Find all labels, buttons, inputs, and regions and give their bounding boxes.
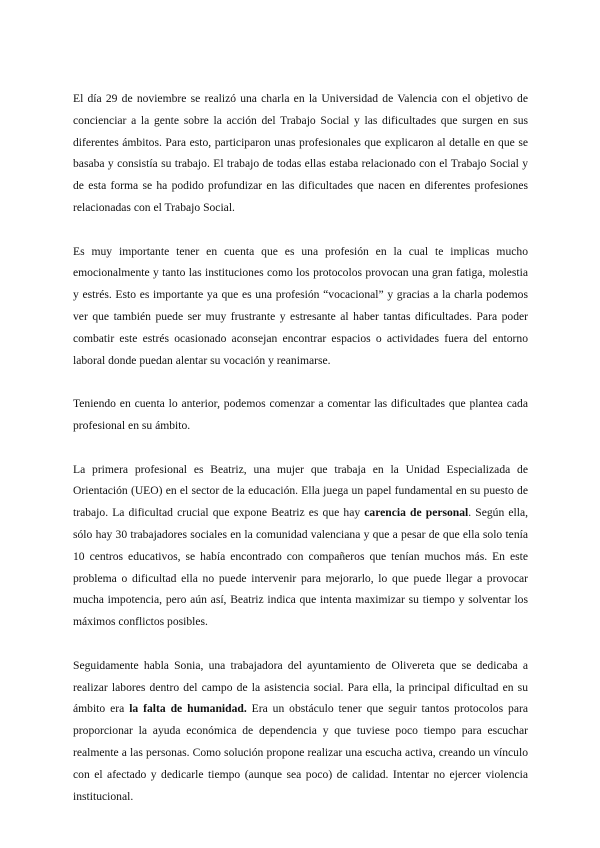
paragraph-intro: El día 29 de noviembre se realizó una charla en la Universidad de Valencia con el objetivo de concienciar a la gente sobre la acción del Trabajo Social y las dificultades que surgen en sus diferentes ámbitos. Para esto, participaron unas profesionales que explicaron al detalle en que se basaba y consistía su trabajo. El trabajo de todas ellas estaba relacionado con el Trabajo Social y de esta forma se ha podido profundizar en las dificultades que nacen en diferentes profesiones relacionadas con el Trabajo Social.: [73, 92, 528, 214]
paragraph-beatriz: [73, 459, 528, 633]
paragraph-beatriz-emphasis: carencia de personal: [364, 506, 469, 520]
document-page: [73, 88, 528, 829]
paragraph-transition: Teniendo en cuenta lo anterior, podemos comenzar a comentar las dificultades que plantea cada profesional en su ámbito.: [73, 397, 528, 432]
paragraph-sonia-emphasis: la falta de humanidad.: [129, 702, 247, 716]
paragraph-sonia-text-1: Seguidamente habla Sonia, una trabajadora del ayuntamiento de Olivereta que se dedicaba a realizar labores dentro del campo de la asistencia social. Para ella, la principal dificultad en su ámbito era: [73, 658, 528, 716]
paragraph-sonia: [73, 655, 528, 808]
paragraph-emotional-strain: Es muy importante tener en cuenta que es una profesión en la cual te implicas mucho emocionalmente y tanto las instituciones como los protocolos provocan una gran fatiga, molestia y estrés. Esto es importante ya que es una profesión “vocacional” y gracias a la charla podemos ver que también puede ser muy frustrante y estresante al haber tantas dificultades. Para poder combatir este estrés ocasionado aconsejan encontrar espacios o actividades fuera del entorno laboral donde puedan alentar su vocación y reanimarse.: [73, 244, 528, 367]
paragraph-beatriz-text-1: La primera profesional es Beatriz, una mujer que trabaja en la Unidad Especializada de Orientación (UEO) en el sector de la educación. Ella juega un papel fundamental en su puesto de trabajo. La dificultad crucial que expone Beatriz es que hay: [73, 462, 528, 520]
paragraph-beatriz-text-2: . Según ella, sólo hay 30 trabajadores sociales en la comunidad valenciana y que a pesar de que ella solo tenía 10 centros educativos, se había encontrado con compañeros que tenían muchos más. En este problema o dificultad ella no puede intervenir para mejorarlo, lo que puede llegar a provocar mucha impotencia, pero aún así, Beatriz indica que intenta maximizar su tiempo y solventar los máximos conflictos posibles.: [73, 506, 529, 629]
paragraph-sonia-text-2: Era un obstáculo tener que seguir tantos protocolos para proporcionar la ayuda económica de dependencia y que tuviese poco tiempo para escuchar realmente a las personas. Como solución propone realizar una escucha activa, creando un vínculo con el afectado y dedicarle tiempo (aunque sea poco) de calidad. Intentar no ejercer violencia institucional.: [73, 702, 528, 803]
